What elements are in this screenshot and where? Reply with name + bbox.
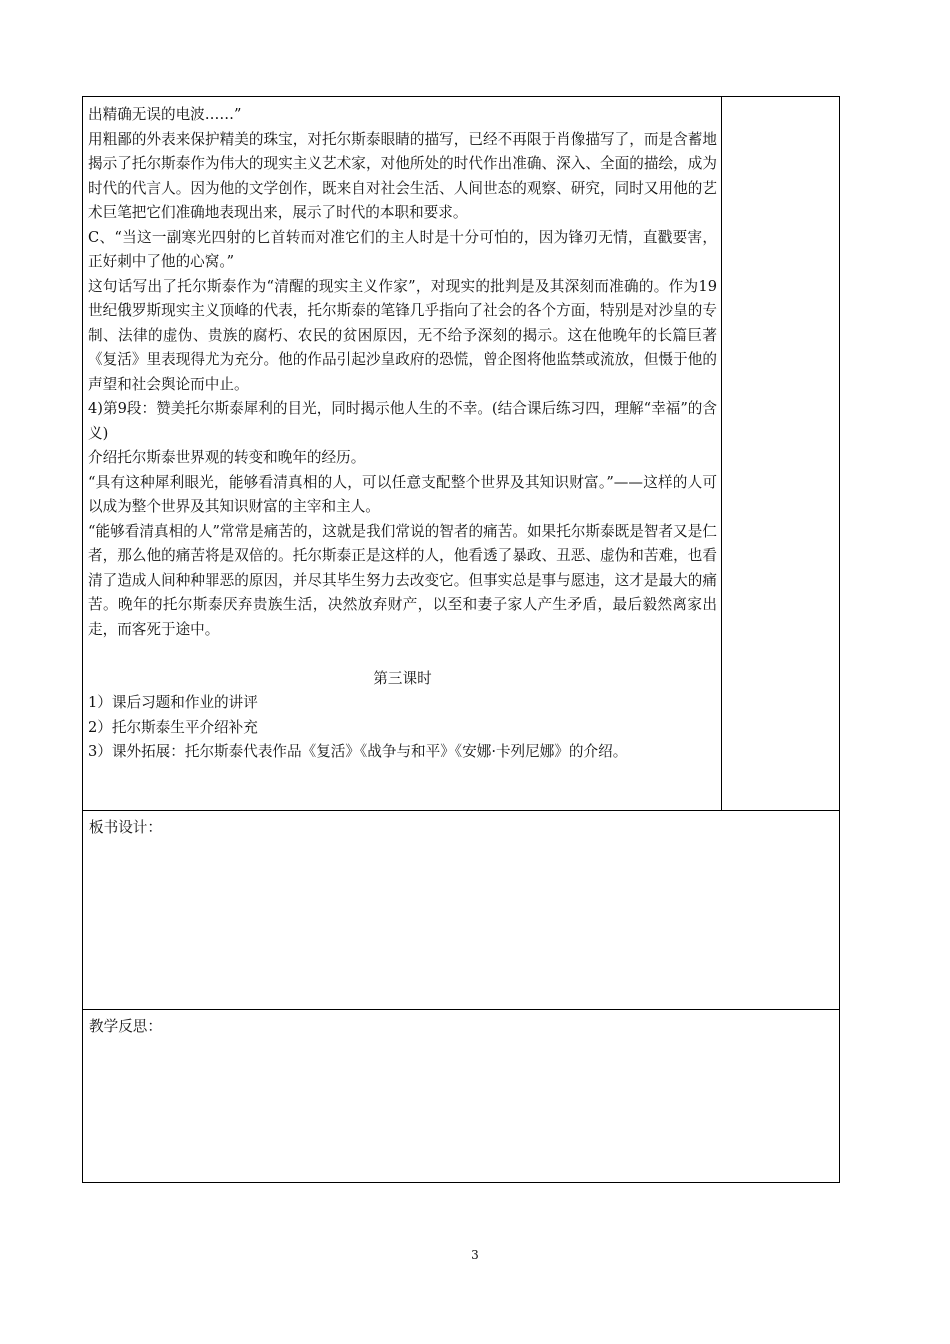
teaching-reflection-row [83, 1010, 840, 1183]
lesson-plan-table [82, 96, 840, 1183]
paragraph: “能够看清真相的人”常常是痛苦的，这就是我们常说的智者的痛苦。如果托尔斯泰既是智者又是仁者，那么他的痛苦将是双倍的。托尔斯泰正是这样的人，他看透了暴政、丑恶、虚伪和苦难，也看清了造成人间种种罪恶的原因，并尽其毕生努力去改变它。但事实总是事与愿违，这才是最大的痛苦。晚年的托尔斯泰厌弃贵族生活，决然放弃财产，以至和妻子家人产生矛盾，最后毅然离家出走，而客死于途中。 [88, 522, 717, 638]
lesson-content-cell [83, 97, 722, 811]
list-item: 1）课后习题和作业的讲评 [88, 694, 258, 711]
paragraph: 用粗鄙的外表来保护精美的珠宝，对托尔斯泰眼睛的描写，已经不再限于肖像描写了，而是含蓄地揭示了托尔斯泰作为伟大的现实主义艺术家，对他所处的时代作出准确、深入、全面的描绘，成为时代的代言人。因为他的文学创作，既来自对社会生活、人间世态的观察、研究，同时又用他的艺术巨笔把它们准确地表现出来，展示了时代的本职和要求。 [88, 130, 717, 221]
board-design-label: 板书设计： [89, 819, 162, 836]
list-item: 2）托尔斯泰生平介绍补充 [88, 718, 258, 736]
notes-column-cell [722, 97, 840, 811]
paragraph: 介绍托尔斯泰世界观的转变和晚年的经历。 [88, 449, 366, 466]
blank-line [88, 642, 717, 667]
paragraph: 出精确无误的电波……” [88, 106, 242, 123]
teaching-reflection-label: 教学反思： [89, 1018, 162, 1035]
page-number: 3 [471, 1248, 479, 1262]
teaching-reflection-cell [83, 1010, 840, 1183]
list-item: 3）课外拓展：托尔斯泰代表作品《复活》《战争与和平》《安娜·卡列尼娜》的介绍。 [88, 743, 628, 760]
paragraph: 4)第9段：赞美托尔斯泰犀利的目光，同时揭示他人生的不幸。(结合课后练习四，理解“幸福”的含义) [88, 400, 717, 442]
board-design-cell [83, 811, 840, 1010]
lesson-content-row [83, 97, 840, 811]
paragraph: “具有这种犀利眼光，能够看清真相的人，可以任意支配整个世界及其知识财富。”——这样的人可以成为整个世界及其知识财富的主宰和主人。 [88, 473, 717, 515]
lesson-content [83, 97, 721, 769]
paragraph: 这句话写出了托尔斯泰作为“清醒的现实主义作家”，对现实的批判是及其深刻而准确的。作为19世纪俄罗斯现实主义顶峰的代表，托尔斯泰的笔锋几乎指向了社会的各个方面，特别是对沙皇的专制、法律的虚伪、贵族的腐朽、农民的贫困原因，无不给予深刻的揭示。这在他晚年的长篇巨著《复活》里表现得尤为充分。他的作品引起沙皇政府的恐慌，曾企图将他监禁或流放，但慑于他的声望和社会舆论而中止。 [88, 277, 717, 393]
third-period-title: 第三课时 [373, 669, 432, 687]
paragraph: C、“当这一副寒光四射的匕首转而对准它们的主人时是十分可怕的，因为锋刃无情，直戳要害，正好刺中了他的心窝。” [88, 228, 717, 270]
board-design-row [83, 811, 840, 1010]
